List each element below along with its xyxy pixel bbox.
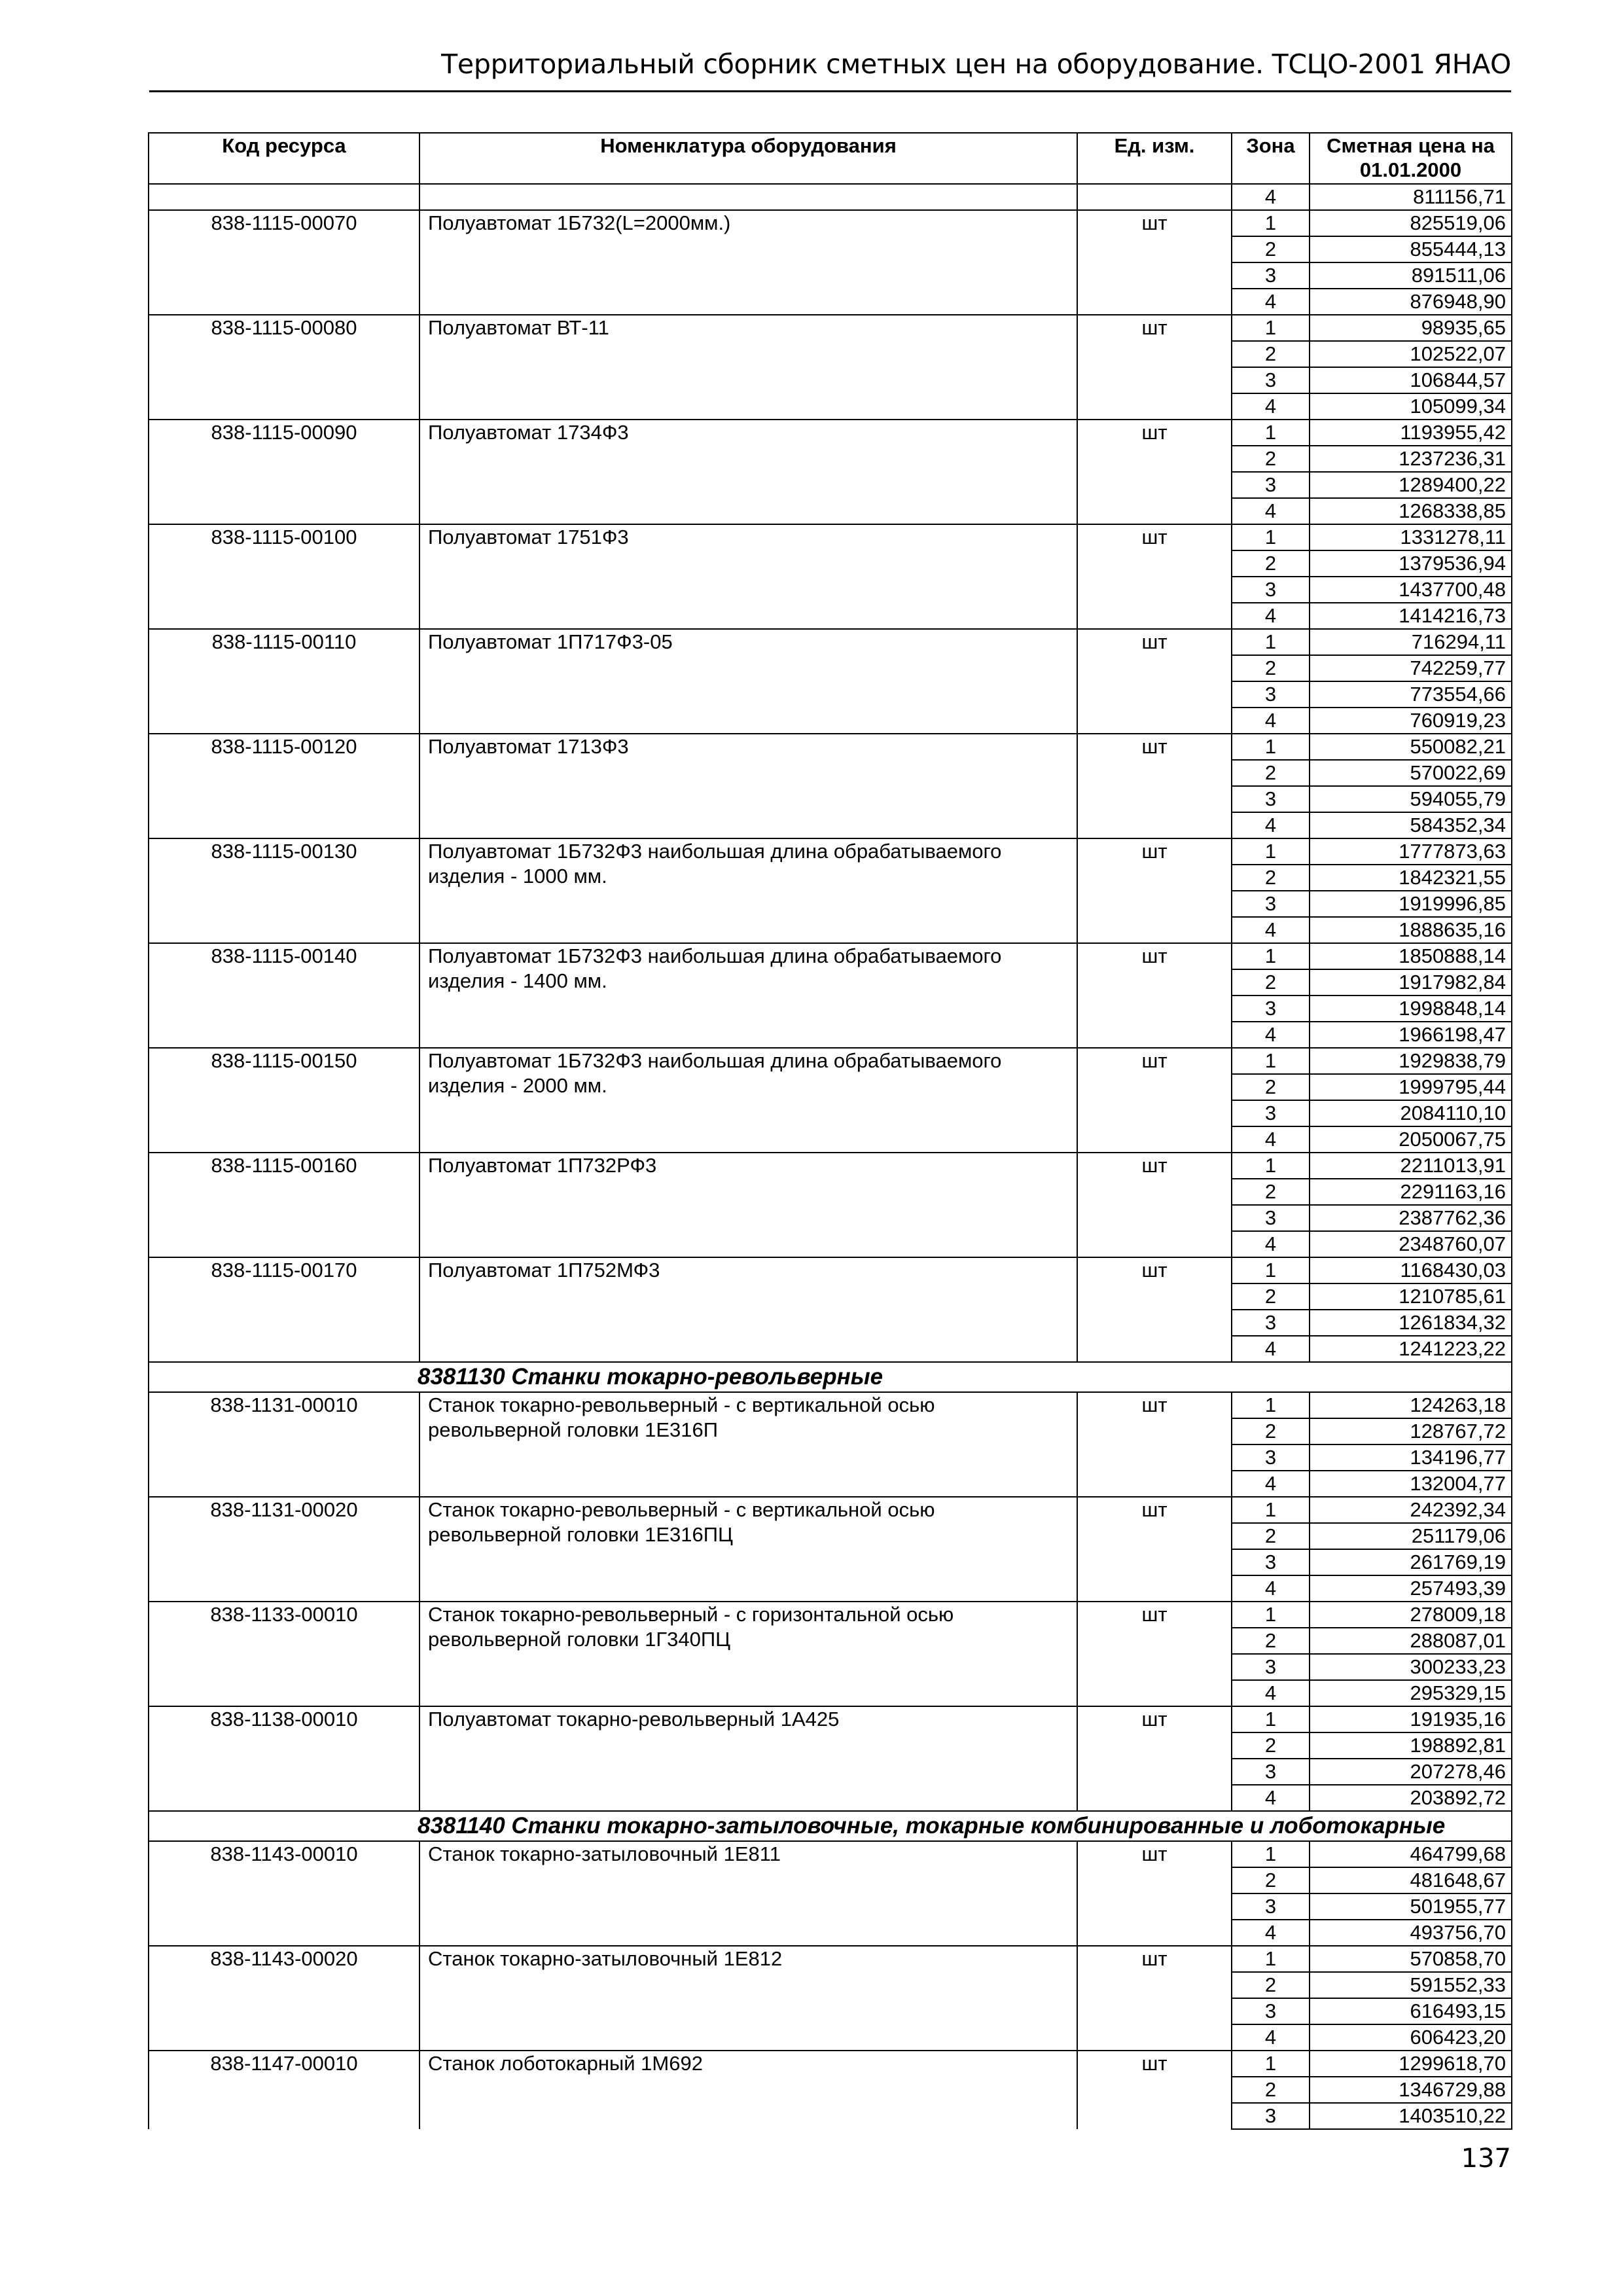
zone-cell: 3 <box>1232 577 1310 603</box>
price-cell: 1237236,31 <box>1310 446 1512 472</box>
resource-code: 838-1115-00140 <box>149 943 419 1048</box>
price-cell: 278009,18 <box>1310 1602 1512 1628</box>
column-header-code: Код ресурса <box>149 133 419 184</box>
price-cell: 716294,11 <box>1310 629 1512 655</box>
equipment-name: Полуавтомат 1П732РФ3 <box>419 1153 1077 1257</box>
price-cell: 98935,65 <box>1310 315 1512 341</box>
resource-code: 838-1131-00020 <box>149 1497 419 1602</box>
section-title: 8381130 Станки токарно-револьверные <box>149 1362 1512 1392</box>
zone-cell: 1 <box>1232 629 1310 655</box>
price-cell: 594055,79 <box>1310 786 1512 812</box>
price-cell: 606423,20 <box>1310 2024 1512 2051</box>
table-body <box>149 184 1512 2129</box>
section-header-row <box>149 1362 1512 1392</box>
zone-cell: 4 <box>1232 1575 1310 1602</box>
table-row <box>149 184 1512 210</box>
table-row <box>149 1706 1512 1732</box>
zone-cell: 2 <box>1232 1732 1310 1759</box>
price-cell: 191935,16 <box>1310 1706 1512 1732</box>
table-row <box>149 838 1512 865</box>
zone-cell: 4 <box>1232 184 1310 210</box>
zone-cell: 4 <box>1232 1471 1310 1497</box>
unit-of-measure: шт <box>1077 1048 1232 1153</box>
resource-code: 838-1133-00010 <box>149 1602 419 1706</box>
equipment-name: Полуавтомат 1734Ф3 <box>419 420 1077 524</box>
price-cell: 742259,77 <box>1310 655 1512 681</box>
zone-cell: 2 <box>1232 1523 1310 1549</box>
price-cell: 811156,71 <box>1310 184 1512 210</box>
zone-cell: 2 <box>1232 236 1310 262</box>
table-row <box>149 1257 1512 1283</box>
price-cell: 300233,23 <box>1310 1654 1512 1680</box>
header-divider <box>149 90 1511 92</box>
table-header-row <box>149 133 1512 184</box>
equipment-name: Станок токарно-револьверный - с горизонтальной осью револьверной головки 1Г340ПЦ <box>419 1602 1077 1706</box>
price-cell: 1261834,32 <box>1310 1310 1512 1336</box>
unit-of-measure: шт <box>1077 1392 1232 1497</box>
price-cell: 773554,66 <box>1310 681 1512 708</box>
price-cell: 132004,77 <box>1310 1471 1512 1497</box>
zone-cell: 2 <box>1232 1179 1310 1205</box>
zone-cell: 1 <box>1232 1706 1310 1732</box>
resource-code: 838-1143-00010 <box>149 1841 419 1946</box>
price-cell: 1414216,73 <box>1310 603 1512 629</box>
zone-cell: 2 <box>1232 865 1310 891</box>
unit-of-measure: шт <box>1077 734 1232 838</box>
column-header-unit: Ед. изм. <box>1077 133 1232 184</box>
price-cell: 102522,07 <box>1310 341 1512 367</box>
zone-cell: 4 <box>1232 1126 1310 1153</box>
zone-cell: 4 <box>1232 812 1310 838</box>
zone-cell: 2 <box>1232 446 1310 472</box>
column-header-name: Номенклатура оборудования <box>419 133 1077 184</box>
price-cell: 295329,15 <box>1310 1680 1512 1706</box>
zone-cell: 4 <box>1232 289 1310 315</box>
equipment-name: Полуавтомат 1Б732Ф3 наибольшая длина обрабатываемого изделия - 2000 мм. <box>419 1048 1077 1153</box>
price-cell: 1917982,84 <box>1310 969 1512 996</box>
zone-cell: 1 <box>1232 524 1310 550</box>
table-row <box>149 1497 1512 1523</box>
equipment-name: Полуавтомат 1П752МФ3 <box>419 1257 1077 1362</box>
zone-cell: 3 <box>1232 1444 1310 1471</box>
equipment-name: Полуавтомат 1Б732Ф3 наибольшая длина обрабатываемого изделия - 1000 мм. <box>419 838 1077 943</box>
price-cell: 1437700,48 <box>1310 577 1512 603</box>
table-row <box>149 943 1512 969</box>
zone-cell: 1 <box>1232 210 1310 236</box>
zone-cell: 1 <box>1232 1841 1310 1867</box>
unit-of-measure: шт <box>1077 1602 1232 1706</box>
price-cell: 570022,69 <box>1310 760 1512 786</box>
resource-code: 838-1138-00010 <box>149 1706 419 1811</box>
resource-code: 838-1115-00100 <box>149 524 419 629</box>
price-cell: 134196,77 <box>1310 1444 1512 1471</box>
equipment-name: Полуавтомат 1П717Ф3-05 <box>419 629 1077 734</box>
price-cell: 242392,34 <box>1310 1497 1512 1523</box>
price-cell: 1777873,63 <box>1310 838 1512 865</box>
price-cell: 501955,77 <box>1310 1893 1512 1920</box>
zone-cell: 2 <box>1232 1972 1310 1998</box>
unit-of-measure: шт <box>1077 1946 1232 2051</box>
zone-cell: 4 <box>1232 1785 1310 1811</box>
price-cell: 251179,06 <box>1310 1523 1512 1549</box>
table-row <box>149 629 1512 655</box>
page-number: 137 <box>1461 2144 1511 2174</box>
zone-cell: 1 <box>1232 315 1310 341</box>
table-row <box>149 315 1512 341</box>
column-header-zone: Зона <box>1232 133 1310 184</box>
resource-code: 838-1131-00010 <box>149 1392 419 1497</box>
unit-of-measure: шт <box>1077 1497 1232 1602</box>
table-row <box>149 1048 1512 1074</box>
equipment-name: Станок токарно-затыловочный 1Е811 <box>419 1841 1077 1946</box>
section-title: 8381140 Станки токарно-затыловочные, токарные комбинированные и лоботокарные <box>149 1811 1512 1841</box>
zone-cell: 3 <box>1232 1893 1310 1920</box>
zone-cell: 3 <box>1232 472 1310 498</box>
price-cell: 2050067,75 <box>1310 1126 1512 1153</box>
zone-cell: 3 <box>1232 1759 1310 1785</box>
equipment-name: Станок токарно-револьверный - с вертикальной осью револьверной головки 1Е316П <box>419 1392 1077 1497</box>
price-cell: 207278,46 <box>1310 1759 1512 1785</box>
zone-cell: 2 <box>1232 1283 1310 1310</box>
unit-of-measure: шт <box>1077 524 1232 629</box>
price-cell: 1289400,22 <box>1310 472 1512 498</box>
zone-cell: 2 <box>1232 1418 1310 1444</box>
equipment-name: Полуавтомат 1Б732(L=2000мм.) <box>419 210 1077 315</box>
equipment-name: Станок токарно-затыловочный 1Е812 <box>419 1946 1077 2051</box>
resource-code: 838-1147-00010 <box>149 2051 419 2129</box>
price-cell: 1299618,70 <box>1310 2051 1512 2077</box>
zone-cell: 2 <box>1232 1628 1310 1654</box>
zone-cell: 1 <box>1232 838 1310 865</box>
price-cell: 1241223,22 <box>1310 1336 1512 1362</box>
price-cell: 203892,72 <box>1310 1785 1512 1811</box>
equipment-name: Полуавтомат токарно-револьверный 1А425 <box>419 1706 1077 1811</box>
zone-cell: 1 <box>1232 420 1310 446</box>
price-cell: 493756,70 <box>1310 1920 1512 1946</box>
unit-of-measure: шт <box>1077 210 1232 315</box>
equipment-name: Полуавтомат 1Б732Ф3 наибольшая длина обрабатываемого изделия - 1400 мм. <box>419 943 1077 1048</box>
price-cell: 584352,34 <box>1310 812 1512 838</box>
price-cell: 760919,23 <box>1310 708 1512 734</box>
zone-cell: 3 <box>1232 1310 1310 1336</box>
price-cell: 570858,70 <box>1310 1946 1512 1972</box>
zone-cell: 2 <box>1232 655 1310 681</box>
price-cell: 891511,06 <box>1310 262 1512 289</box>
price-cell: 1888635,16 <box>1310 917 1512 943</box>
price-cell: 591552,33 <box>1310 1972 1512 1998</box>
price-cell: 616493,15 <box>1310 1998 1512 2024</box>
zone-cell: 1 <box>1232 734 1310 760</box>
price-cell: 2084110,10 <box>1310 1100 1512 1126</box>
price-cell: 1210785,61 <box>1310 1283 1512 1310</box>
price-cell: 198892,81 <box>1310 1732 1512 1759</box>
table-row <box>149 734 1512 760</box>
price-cell: 1379536,94 <box>1310 550 1512 577</box>
price-cell: 1168430,03 <box>1310 1257 1512 1283</box>
table-row <box>149 1602 1512 1628</box>
price-cell: 1929838,79 <box>1310 1048 1512 1074</box>
zone-cell: 2 <box>1232 550 1310 577</box>
zone-cell: 3 <box>1232 996 1310 1022</box>
price-cell: 481648,67 <box>1310 1867 1512 1893</box>
equipment-name: Станок токарно-револьверный - с вертикальной осью револьверной головки 1Е316ПЦ <box>419 1497 1077 1602</box>
zone-cell: 3 <box>1232 1654 1310 1680</box>
zone-cell: 4 <box>1232 708 1310 734</box>
table-row <box>149 1841 1512 1867</box>
price-cell: 2211013,91 <box>1310 1153 1512 1179</box>
zone-cell: 3 <box>1232 681 1310 708</box>
equipment-name: Станок лоботокарный 1М692 <box>419 2051 1077 2129</box>
table-row <box>149 524 1512 550</box>
price-cell: 1999795,44 <box>1310 1074 1512 1100</box>
resource-code: 838-1115-00160 <box>149 1153 419 1257</box>
column-header-price: Сметная цена на 01.01.2000 <box>1310 133 1512 184</box>
zone-cell: 2 <box>1232 969 1310 996</box>
price-cell: 1850888,14 <box>1310 943 1512 969</box>
zone-cell: 3 <box>1232 891 1310 917</box>
zone-cell: 3 <box>1232 2103 1310 2129</box>
zone-cell: 4 <box>1232 1920 1310 1946</box>
price-cell: 2291163,16 <box>1310 1179 1512 1205</box>
page-header-title: Территориальный сборник сметных цен на оборудование. ТСЦО-2001 ЯНАО <box>441 48 1511 80</box>
zone-cell: 4 <box>1232 1231 1310 1257</box>
price-cell: 855444,13 <box>1310 236 1512 262</box>
resource-code: 838-1115-00170 <box>149 1257 419 1362</box>
unit-of-measure: шт <box>1077 1841 1232 1946</box>
zone-cell: 1 <box>1232 2051 1310 2077</box>
zone-cell: 3 <box>1232 1998 1310 2024</box>
price-cell: 128767,72 <box>1310 1418 1512 1444</box>
price-cell: 288087,01 <box>1310 1628 1512 1654</box>
zone-cell: 3 <box>1232 262 1310 289</box>
price-cell: 124263,18 <box>1310 1392 1512 1418</box>
resource-code: 838-1115-00130 <box>149 838 419 943</box>
zone-cell: 4 <box>1232 917 1310 943</box>
price-cell: 106844,57 <box>1310 367 1512 393</box>
table-row <box>149 1153 1512 1179</box>
price-cell: 825519,06 <box>1310 210 1512 236</box>
resource-code: 838-1115-00120 <box>149 734 419 838</box>
equipment-name: Полуавтомат 1713Ф3 <box>419 734 1077 838</box>
zone-cell: 1 <box>1232 1392 1310 1418</box>
unit-of-measure: шт <box>1077 315 1232 420</box>
zone-cell: 1 <box>1232 943 1310 969</box>
zone-cell: 4 <box>1232 1022 1310 1048</box>
zone-cell: 4 <box>1232 2024 1310 2051</box>
price-cell: 257493,39 <box>1310 1575 1512 1602</box>
section-header-row <box>149 1811 1512 1841</box>
zone-cell: 3 <box>1232 1100 1310 1126</box>
price-cell: 1842321,55 <box>1310 865 1512 891</box>
table-row <box>149 420 1512 446</box>
resource-code: 838-1115-00070 <box>149 210 419 315</box>
price-cell: 1966198,47 <box>1310 1022 1512 1048</box>
unit-of-measure: шт <box>1077 2051 1232 2129</box>
price-cell: 876948,90 <box>1310 289 1512 315</box>
price-cell: 2387762,36 <box>1310 1205 1512 1231</box>
table-row <box>149 2051 1512 2077</box>
table-row <box>149 1392 1512 1418</box>
zone-cell: 1 <box>1232 1497 1310 1523</box>
zone-cell: 4 <box>1232 1336 1310 1362</box>
resource-code: 838-1115-00090 <box>149 420 419 524</box>
zone-cell: 2 <box>1232 341 1310 367</box>
equipment-name: Полуавтомат ВТ-11 <box>419 315 1077 420</box>
zone-cell: 3 <box>1232 1549 1310 1575</box>
unit-of-measure: шт <box>1077 629 1232 734</box>
zone-cell: 4 <box>1232 603 1310 629</box>
equipment-name <box>419 184 1077 210</box>
resource-code: 838-1115-00150 <box>149 1048 419 1153</box>
price-cell: 1346729,88 <box>1310 2077 1512 2103</box>
price-cell: 464799,68 <box>1310 1841 1512 1867</box>
zone-cell: 3 <box>1232 1205 1310 1231</box>
equipment-name: Полуавтомат 1751Ф3 <box>419 524 1077 629</box>
unit-of-measure: шт <box>1077 943 1232 1048</box>
price-cell: 1403510,22 <box>1310 2103 1512 2129</box>
zone-cell: 4 <box>1232 498 1310 524</box>
price-cell: 1268338,85 <box>1310 498 1512 524</box>
price-cell: 2348760,07 <box>1310 1231 1512 1257</box>
unit-of-measure: шт <box>1077 420 1232 524</box>
unit-of-measure: шт <box>1077 1706 1232 1811</box>
price-cell: 550082,21 <box>1310 734 1512 760</box>
zone-cell: 1 <box>1232 1946 1310 1972</box>
resource-code: 838-1115-00080 <box>149 315 419 420</box>
resource-code <box>149 184 419 210</box>
price-cell: 261769,19 <box>1310 1549 1512 1575</box>
table-row <box>149 1946 1512 1972</box>
table-row <box>149 210 1512 236</box>
price-cell: 1193955,42 <box>1310 420 1512 446</box>
price-cell: 105099,34 <box>1310 393 1512 420</box>
zone-cell: 2 <box>1232 1867 1310 1893</box>
zone-cell: 4 <box>1232 1680 1310 1706</box>
unit-of-measure: шт <box>1077 838 1232 943</box>
zone-cell: 2 <box>1232 1074 1310 1100</box>
price-cell: 1331278,11 <box>1310 524 1512 550</box>
zone-cell: 1 <box>1232 1048 1310 1074</box>
price-cell: 1919996,85 <box>1310 891 1512 917</box>
zone-cell: 2 <box>1232 2077 1310 2103</box>
unit-of-measure: шт <box>1077 1153 1232 1257</box>
zone-cell: 4 <box>1232 393 1310 420</box>
price-cell: 1998848,14 <box>1310 996 1512 1022</box>
price-table <box>148 132 1512 2130</box>
resource-code: 838-1115-00110 <box>149 629 419 734</box>
zone-cell: 1 <box>1232 1153 1310 1179</box>
resource-code: 838-1143-00020 <box>149 1946 419 2051</box>
zone-cell: 1 <box>1232 1602 1310 1628</box>
unit-of-measure <box>1077 184 1232 210</box>
zone-cell: 2 <box>1232 760 1310 786</box>
zone-cell: 3 <box>1232 367 1310 393</box>
unit-of-measure: шт <box>1077 1257 1232 1362</box>
zone-cell: 3 <box>1232 786 1310 812</box>
zone-cell: 1 <box>1232 1257 1310 1283</box>
